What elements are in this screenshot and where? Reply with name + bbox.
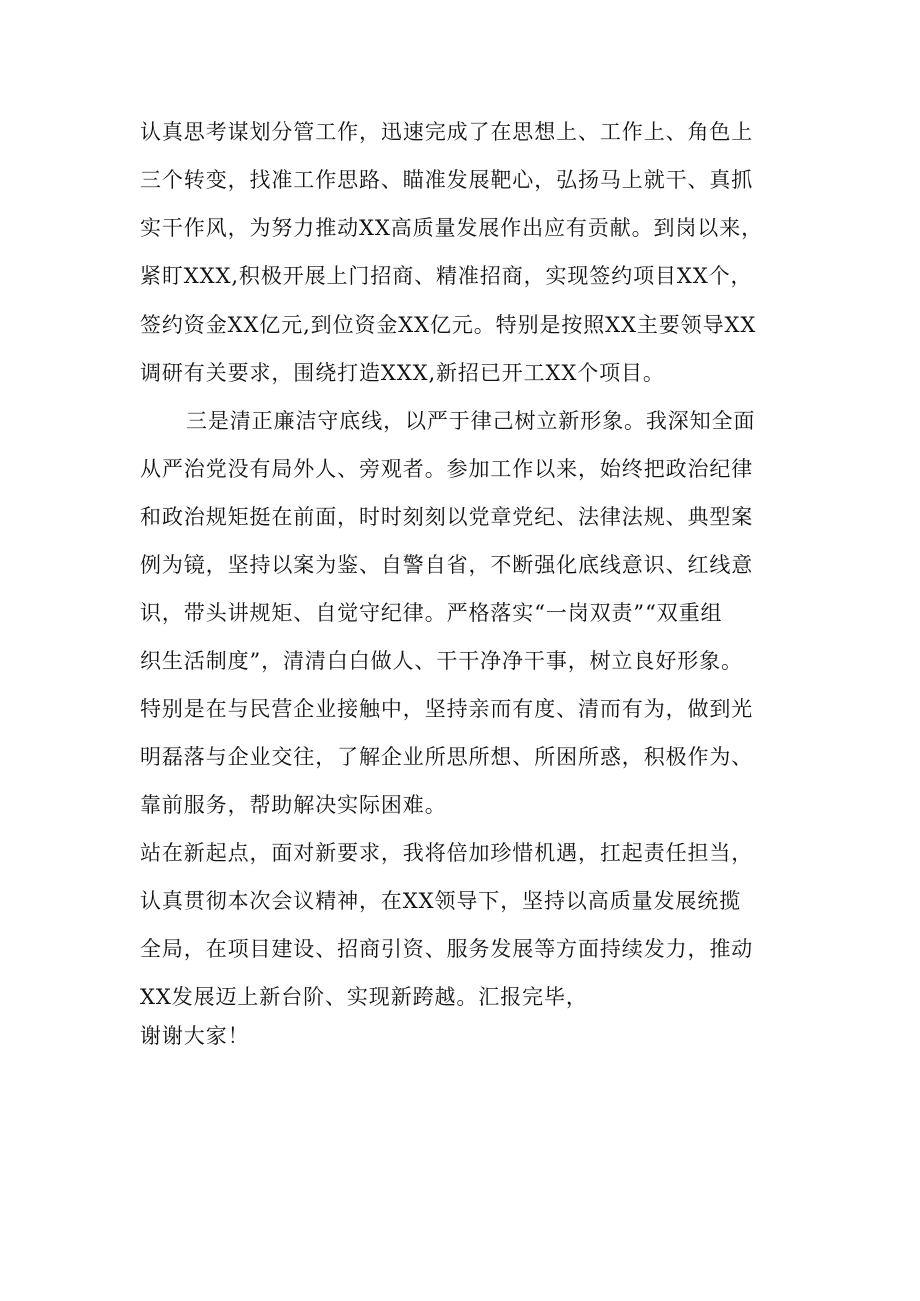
text-line: 全局，在项目建设、招商引资、服务发展等方面持续发力，推动 — [140, 937, 754, 961]
text-line: 和政治规矩挺在前面，时时刻刻以党章党纪、法律法规、典型案 — [140, 505, 754, 529]
text-line: 站在新起点，面对新要求，我将倍加珍惜机遇，扛起责任担当， — [140, 841, 754, 865]
text-line: 签约资金XX亿元,到位资金XX亿元。特别是按照XX主要领导XX — [140, 313, 757, 337]
text-line: 明磊落与企业交往，了解企业所思所想、所困所惑，积极作为、 — [140, 745, 754, 769]
text-line: 特别是在与民营企业接触中，坚持亲而有度、清而有为，做到光 — [140, 697, 754, 721]
text-line: 三是清正廉洁守底线，以严于律己树立新形象。我深知全面 — [186, 409, 756, 433]
text-line: 认真思考谋划分管工作，迅速完成了在思想上、工作上、角色上 — [140, 120, 754, 144]
text-line: XX发展迈上新台阶、实现新跨越。汇报完毕， — [140, 985, 588, 1009]
text-line: 从严治党没有局外人、旁观者。参加工作以来，始终把政治纪律 — [140, 457, 754, 481]
text-line: 例为镜，坚持以案为鉴、自警自省，不断强化底线意识、红线意 — [140, 553, 754, 577]
text-line: 紧盯XXX,积极开展上门招商、精准招商，实现签约项目XX个， — [140, 264, 753, 288]
text-line: 调研有关要求，围绕打造XXX,新招已开工XX个项目。 — [140, 361, 665, 385]
text-line: 实干作风，为努力推动XX高质量发展作出应有贡献。到岗以来， — [140, 216, 763, 240]
text-line: 三个转变，找准工作思路、瞄准发展靶心，弘扬马上就干、真抓 — [140, 168, 754, 192]
text-line: 认真贯彻本次会议精神，在XX领导下，坚持以高质量发展统揽 — [140, 889, 742, 913]
text-line: 靠前服务，帮助解决实际困难。 — [140, 793, 447, 817]
text-line: 识，带头讲规矩、自觉守纪律。严格落实“一岗双责”“双重组 — [140, 601, 723, 625]
text-line: 织生活制度”，清清白白做人、干干净净干事，树立良好形象。 — [140, 649, 743, 673]
closing-line: 谢谢大家！ — [140, 1024, 250, 1048]
